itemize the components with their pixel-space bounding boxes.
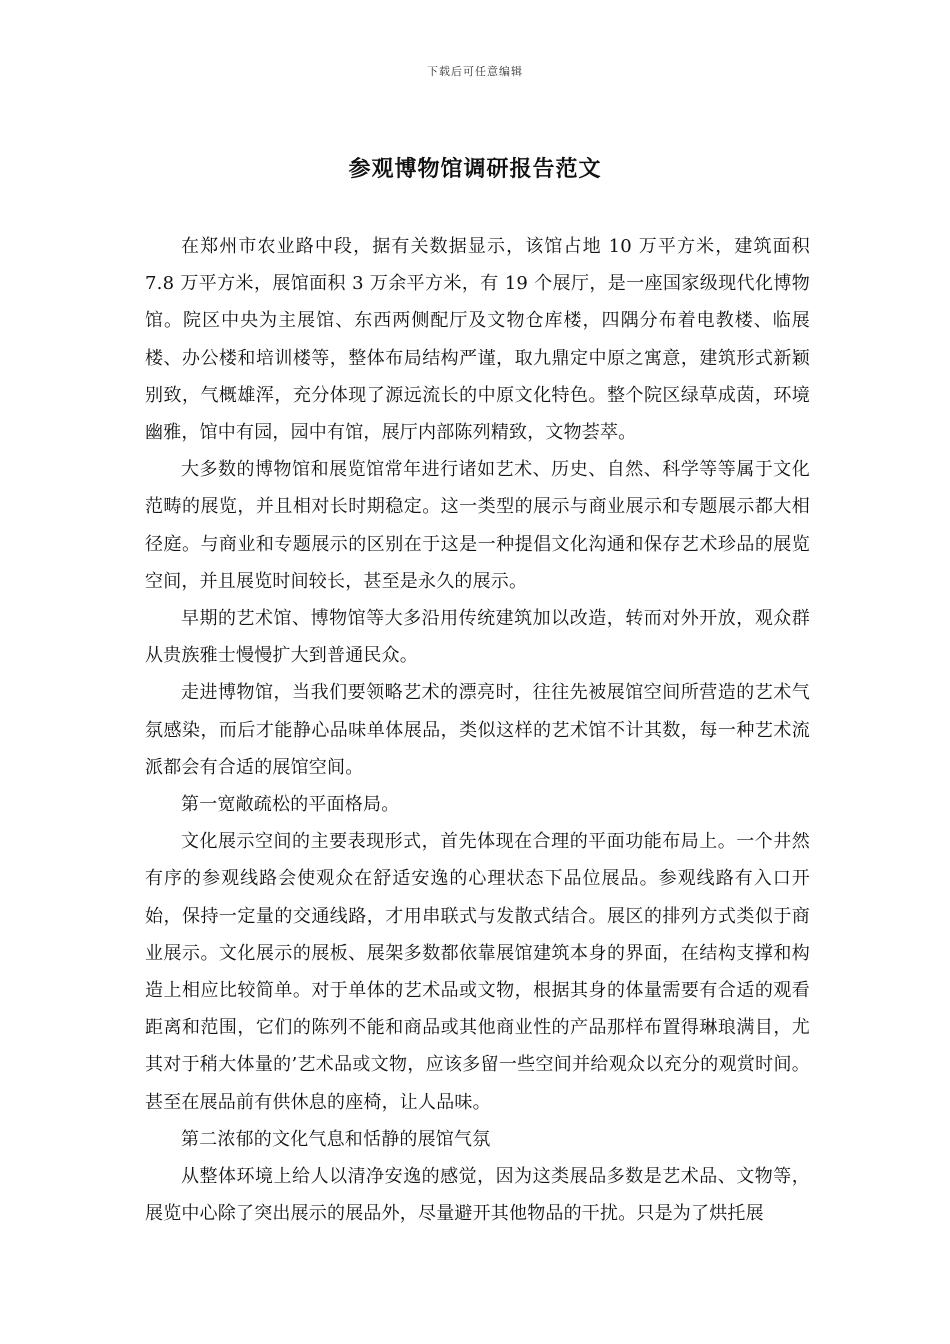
document-title: 参观博物馆调研报告范文 [348,156,602,182]
paragraph-4: 走进博物馆，当我们要领略艺术的漂亮时，往往先被展馆空间所营造的艺术气氛感染，而后才能静心品味单体展品，类似这样的艺术馆不计其数，每一种艺术流派都会有合适的展馆空间。 [145,682,810,778]
paragraph-2: 大多数的博物馆和展览馆常年进行诸如艺术、历史、自然、科学等等属于文化范畴的展览，并且相对长时期稳定。这一类型的展示与商业展示和专题展示都大相径庭。与商业和专题展示的区别在于这是一种提倡文化沟通和保存艺术珍品的展览空间，并且展览时间较长，甚至是永久的展示。 [145,459,810,592]
paragraph-6: 从整体环境上给人以清净安逸的感觉，因为这类展品多数是艺术品、文物等，展览中心除了突出展示的展品外，尽量避开其他物品的干扰。只是为了烘托展 [145,1166,810,1225]
paragraph-5: 文化展示空间的主要表现形式，首先体现在合理的平面功能布局上。一个井然有序的参观线路会使观众在舒适安逸的心理状态下品位展品。参观线路有入口开始，保持一定量的交通线路，才用串联式与发散式结合。展区的排列方式类似于商业展示。文化展示的展板、展架多数都依靠展馆建筑本身的界面，在结构支撑和构造上相应比较简单。对于单体的艺术品或文物，根据其身的体量需要有合适的观看距离和范围，它们的陈列不能和商品或其他商业性的产品那样布置得琳琅满目，尤其对于稍大体量的’艺术品或文物，应该多留一些空间并给观众以充分的观赏时间。甚至在展品前有供休息的座椅，让人品味。 [145,831,810,1113]
paragraph-3: 早期的艺术馆、博物馆等大多沿用传统建筑加以改造，转而对外开放，观众群从贵族雅士慢慢扩大到普通民众。 [145,608,810,667]
section-heading-2: 第二浓郁的文化气息和恬静的展馆气氛 [181,1128,491,1150]
section-heading-1: 第一宽敞疏松的平面格局。 [181,794,400,816]
paragraph-1: 在郑州市农业路中段，据有关数据显示，该馆占地 10 万平方米，建筑面积 7.8 万平方米，展馆面积 3 万余平方米，有 19 个展厅，是一座国家级现代化博物馆。院区中央为主展馆、东西两侧配厅及文物仓库楼，四隅分布着电教楼、临展楼、办公楼和培训楼等，整体布局结构严谨，取九鼎定中原之寓意，建筑形式新颖别致，气概雄浑，充分体现了源远流长的中原文化特色。整个院区绿草成茵，环境幽雅，馆中有园，园中有馆，展厅内部陈列精致，文物荟萃。 [145,236,810,444]
header-note: 下载后可任意编辑 [427,65,523,78]
document-body [145,228,810,1232]
